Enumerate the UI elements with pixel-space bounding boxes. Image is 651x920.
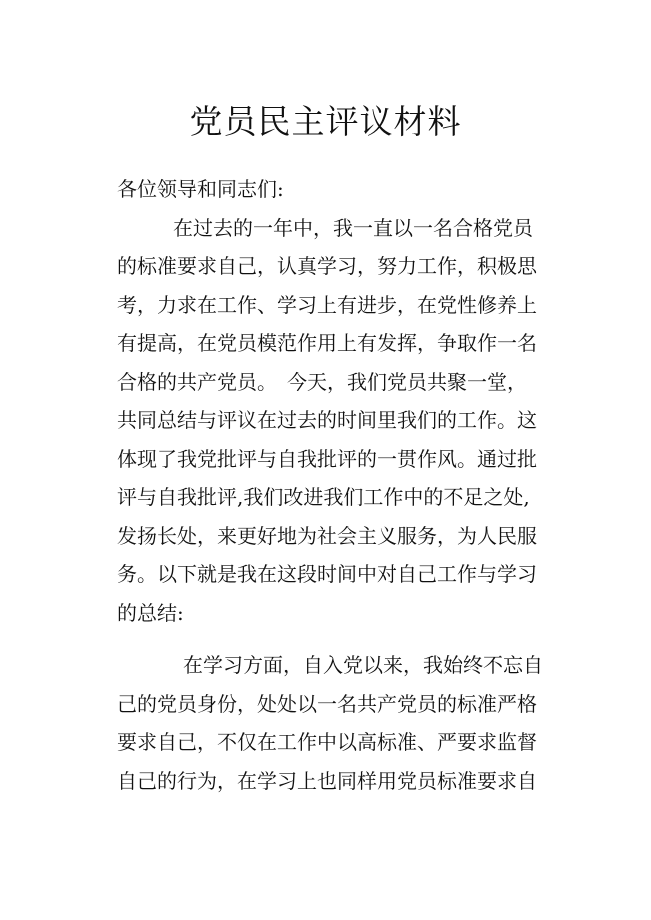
document-body — [117, 170, 543, 800]
paragraph-line: 要求自己，不仅在工作中以高标准、严要求监督 — [117, 730, 537, 754]
paragraph-line: 有提高，在党员模范作用上有发挥，争取作一名 — [117, 331, 537, 355]
paragraph-line: 在学习方面，自入党以来，我始终不忘自 — [183, 653, 543, 677]
paragraph-line: 的标准要求自己，认真学习，努力工作，积极思 — [117, 254, 537, 278]
paragraph-line: 己的党员身份，处处以一名共产党员的标准严格 — [117, 691, 537, 716]
document-title: 党员民主评议材料 — [189, 102, 462, 141]
paragraph-line: 在过去的一年中，我一直以一名合格党员 — [173, 215, 533, 240]
paragraph-2 — [117, 646, 543, 800]
paragraph-line: 考，力求在工作、学习上有进步，在党性修养上 — [117, 292, 537, 317]
paragraph-line: 务。以下就是我在这段时间中对自己工作与学习 — [117, 562, 537, 586]
paragraph-line: 评与自我批评,我们改进我们工作中的不足之处, — [117, 485, 530, 509]
paragraph-1 — [117, 209, 543, 633]
paragraph-line: 自己的行为，在学习上也同样用党员标准要求自 — [117, 768, 537, 793]
salutation: 各位领导和同志们: — [117, 177, 284, 201]
paragraph-line: 合格的共产党员。 今天，我们党员共聚一堂， — [117, 369, 527, 394]
paragraph-line: 发扬长处，来更好地为社会主义服务，为人民服 — [117, 523, 537, 548]
paragraph-line: 的总结: — [117, 600, 184, 625]
paragraph-line: 体现了我党批评与自我批评的一贯作风。通过批 — [117, 446, 537, 471]
paragraph-line: 共同总结与评议在过去的时间里我们的工作。这 — [117, 408, 537, 432]
paragraph-gap — [117, 632, 543, 646]
